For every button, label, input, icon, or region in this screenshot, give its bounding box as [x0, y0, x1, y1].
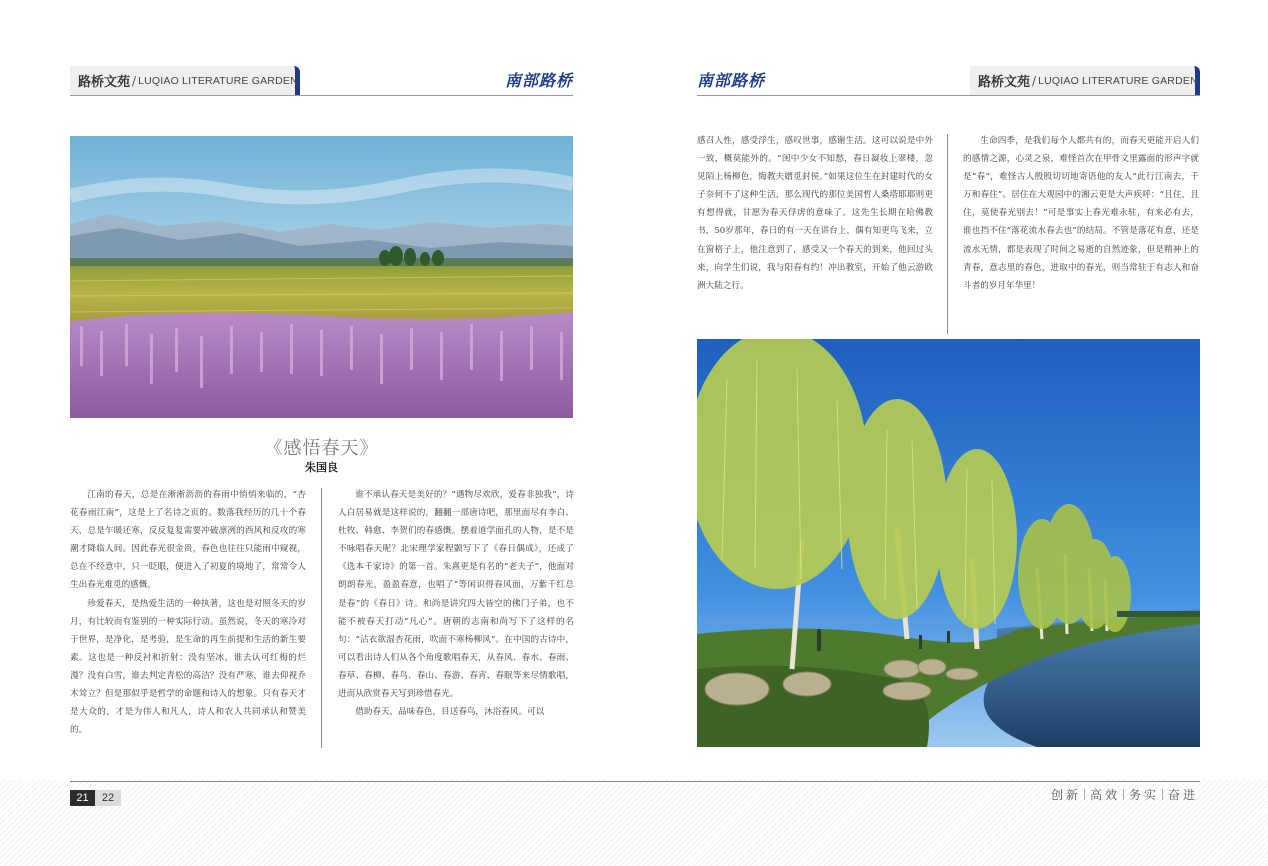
brand-logo-text: 南部路桥 [697, 71, 766, 90]
paragraph: 借助春天，品味春色，目送春鸟，沐浴春风。可以 [355, 707, 545, 718]
header-rule [697, 95, 1200, 96]
paragraph: 谁不承认春天是美好的？“遇物尽欢欣，爱春非独我”，诗人白居易就是这样说的，翻翻一部唐诗吧，那里面尽有李白、杜牧、韩愈、李贺们的春感慨。摆着道学面孔的人物，是不是不咏唱春天呢？北宋理学家程颢写下了《春日偶成》，还成了《选本千家诗》的第一首。朱熹更是有名的“老夫子”，他面对朗朗春光，盈盈春意，也唱了“等闲识得春风面，万紫千红总是春”的《春日》诗。和尚是讲究四大皆空的佛门子弟，也不能不被春天打动“凡心”。唐朝的志南和尚写下了这样的名句：“沾衣欲湿杏花雨，吹面不寒杨柳风”。在中国的古诗中，可以看出诗人们从各个角度歌唱春天，从春风、春水、春雨、春草、春柳、春鸟、春山、春游、春宵、春眠等来尽情歌唱，进而从欣赏春天写到珍惜春光。 [338, 490, 574, 700]
brand-logo-text: 南部路桥 [504, 71, 573, 90]
text-column-1 [70, 486, 306, 739]
motto-divider [1123, 789, 1124, 800]
section-title-zh: 路桥文苑 [78, 75, 131, 90]
header-rule [70, 95, 573, 96]
section-tab-right [970, 66, 1200, 95]
page-number-right: 22 [95, 790, 121, 806]
text-column-4 [963, 132, 1199, 295]
meadow-lavender-mountains-image [70, 136, 573, 418]
header-left [70, 66, 573, 96]
willow-lake-shore-image [697, 339, 1200, 747]
text-column-2 [338, 486, 574, 721]
section-title-en: LUQIAO LITERATURE GARDEN [1038, 74, 1198, 87]
section-title-en: LUQIAO LITERATURE GARDEN [138, 74, 298, 87]
motto-word: 务实 [1128, 788, 1159, 802]
motto-divider [1084, 789, 1085, 800]
motto-word: 奋进 [1167, 788, 1198, 802]
section-separator: / [132, 73, 137, 88]
willow-lake-photo [697, 339, 1200, 747]
article-title: 《感悟春天》 [264, 438, 379, 459]
meadow-photo [70, 136, 573, 418]
section-separator: / [1032, 73, 1037, 88]
article-author: 朱国良 [305, 461, 338, 474]
paragraph: 江南的春天，总是在淅淅沥沥的春雨中悄悄来临的，“杏花春雨江南”，这是上了名诗之页的。数落我经历的几十个春天，总是乍暖还寒，反反复复需要冲破凛冽的西风和反攻的寒潮才降临人间。因此春光很金贵，春色也往往只能雨中窥视，总在不经意中，只一眨眼，便进入了初夏的境地了，常常令人生出春光难觅的感慨。 [70, 490, 306, 591]
paragraph: 感召人性，感受浮生，感叹世事，感谢生活。这可以说是中外一致，概莫能外的。“闺中少女不知愁，春日凝妆上翠楼，忽见陌上杨柳色，悔教夫婿觅封侯。”如果这位生在封建时代的女子奈何不了这种生活，那么现代的那位美国哲人桑塔耶耶则更有想得就，甘愿为春天俘虏的意味了。这先生长期在哈佛教书，50岁那年，春日的有一天在讲台上，偶有知更鸟飞来，立在窗格子上，他注意到了，感受又一个春天的到来，他回过头来，向学生们说，我与阳春有约！冲出教室，开始了他云游欧洲大陆之行。 [697, 136, 933, 291]
footer-rule [70, 781, 1200, 782]
motto-divider [1162, 789, 1163, 800]
header-right [697, 66, 1200, 96]
footer-motto [1051, 786, 1198, 803]
column-divider [947, 134, 948, 334]
paragraph: 生命四季，是我们每个人都共有的，而春天更能开启人们的感情之源，心灵之泉，难怪首次在甲骨文里露面的形声字就是“春”，难怪古人殷殷切切地寄语他的友人“此行江南去，千万和春住”。居住在大观园中的湘云更是大声疾呼：“且住，且住，莫使春光别去！”可是事实上春光难永驻，有来必有去，谁也挡不住“落花流水春去也”的结局。不管是落花有意，还是流水无情，都是表现了时间之易逝的自然迹象，但是精神上的青春，意志里的春色，进取中的春光，则当常驻于有志人和奋斗者的岁月年华里！ [963, 136, 1199, 291]
motto-word: 创新 [1050, 788, 1081, 802]
column-divider [321, 488, 322, 748]
text-column-3 [697, 132, 933, 295]
paragraph: 珍爱春天，是热爱生活的一种执著，这也是对照冬天的岁月，有比较而有鉴别的一种实际行动。虽然说，冬天的寒冷对于世界，是净化，是考验，是生命的再生前提和生活的新生要素。这也是一种反衬和折射：没有坚冰，谁去认可红梅的烂漫？没有白雪，谁去判定青松的高洁？没有严寒，谁去仰视乔木耸立？但是那似乎是哲学的命题和诗人的想象。只有春天才是大众的，才是为伟人和凡人，诗人和农人共同承认和赞美的。 [70, 598, 306, 736]
motto-word: 高效 [1089, 788, 1120, 802]
section-tab-left [70, 66, 300, 95]
page-number-left: 21 [70, 790, 95, 806]
section-title-zh: 路桥文苑 [978, 75, 1031, 90]
